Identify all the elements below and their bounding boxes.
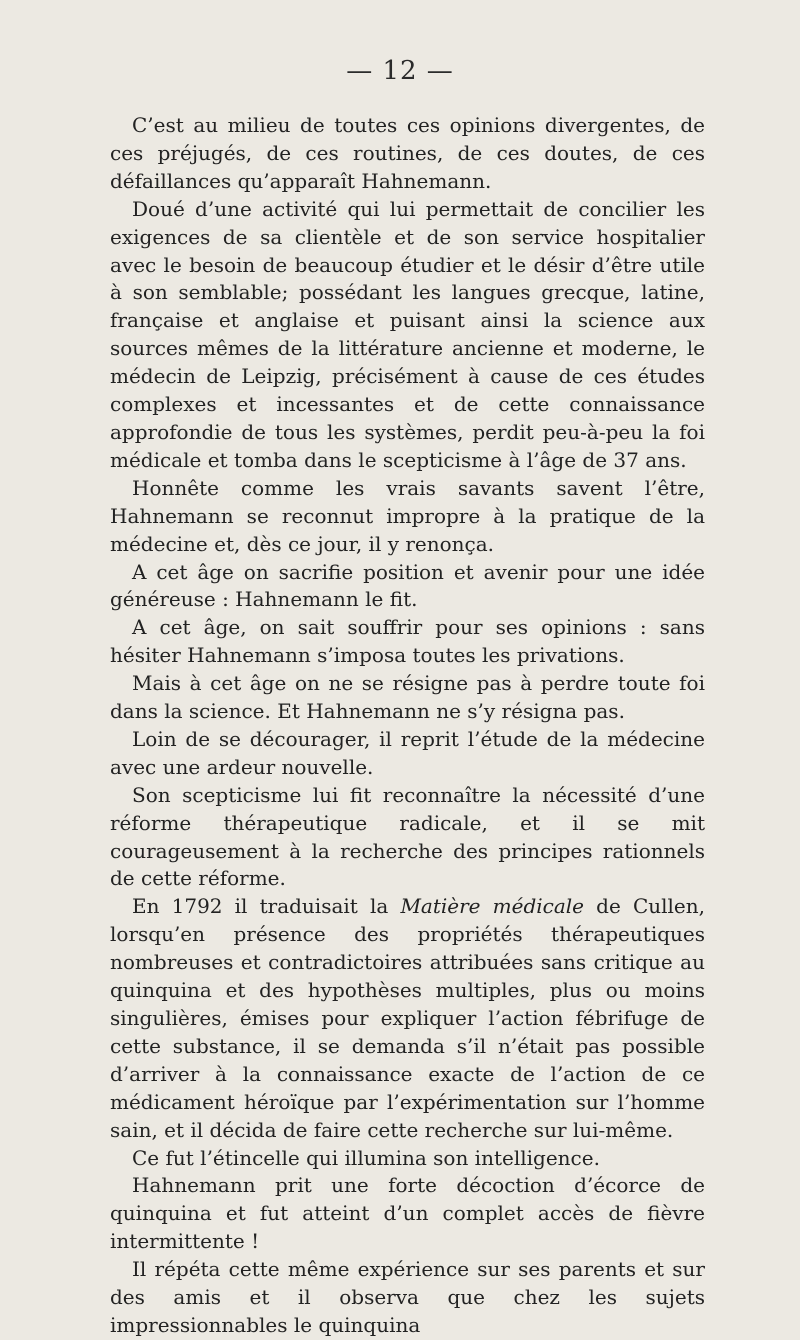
paragraph [110, 893, 705, 1144]
paragraph-text: de Cullen, lorsqu’en présence des propriétés thérapeutiques nombreuses et contradictoires attribuées sans critique au quinquina et des hypothèses multiples, plus ou moins singulières, émises pour expliquer l’action fébrifuge de cette substance, il se demanda s’il n’était pas possible d’arriver à la connaissance exacte de l’action de ce médicament héroïque par l’expérimentation sur l’homme sain, et il décida de faire cette recherche sur lui-même. [110, 894, 705, 1142]
paragraph: Ce fut l’étincelle qui illumina son intelligence. [132, 1145, 600, 1170]
paragraph: Mais à cet âge on ne se résigne pas à perdre toute foi dans la science. Et Hahnemann ne s’y résigna pas. [110, 671, 705, 724]
paragraph: Honnête comme les vrais savants savent l’être, Hahnemann se reconnut impropre à la pratique de la médecine et, dès ce jour, il y renonça. [110, 475, 705, 556]
paragraph-text: En 1792 il traduisait la [132, 894, 401, 919]
paragraph: A cet âge on sacrifie position et avenir pour une idée généreuse : Hahnemann le fit. [110, 559, 705, 612]
paragraph: A cet âge, on sait souffrir pour ses opinions : sans hésiter Hahnemann s’imposa toutes les privations. [110, 615, 705, 668]
body-text [110, 112, 705, 1340]
paragraph: Son scepticisme lui fit reconnaître la nécessité d’une réforme thérapeutique radicale, et il se mit courageusement à la recherche des principes rationnels de cette réforme. [110, 782, 705, 891]
paragraph: Il répéta cette même expérience sur ses parents et sur des amis et il observa que chez les sujets impressionnables le quinquina [110, 1257, 705, 1337]
paragraph: Hahnemann prit une forte décoction d’écorce de quinquina et fut atteint d’un complet accès de fièvre intermittente ! [110, 1173, 705, 1254]
paragraph: Doué d’une activité qui lui permettait de concilier les exigences de sa clientèle et de son service hospitalier avec le besoin de beaucoup étudier et le désir d’être utile à son semblable; possédant les langues grecque, latine, française et anglaise et puisant ainsi la science aux sources mêmes de la littérature ancienne et moderne, le médecin de Leipzig, précisément à cause de ces études complexes et incessantes et de cette connaissance approfondie de tous les systèmes, perdit peu-à-peu la foi médicale et tomba dans le scepticisme à l’âge de 37 ans. [110, 196, 705, 472]
page-number: — 12 — [346, 56, 454, 86]
paragraph: C’est au milieu de toutes ces opinions divergentes, de ces préjugés, de ces routines, de ces doutes, de ces défaillances qu’apparaît Hahnemann. [110, 113, 705, 193]
book-title: Matière médicale [400, 894, 585, 919]
paragraph: Loin de se décourager, il reprit l’étude de la médecine avec une ardeur nouvelle. [110, 726, 705, 779]
